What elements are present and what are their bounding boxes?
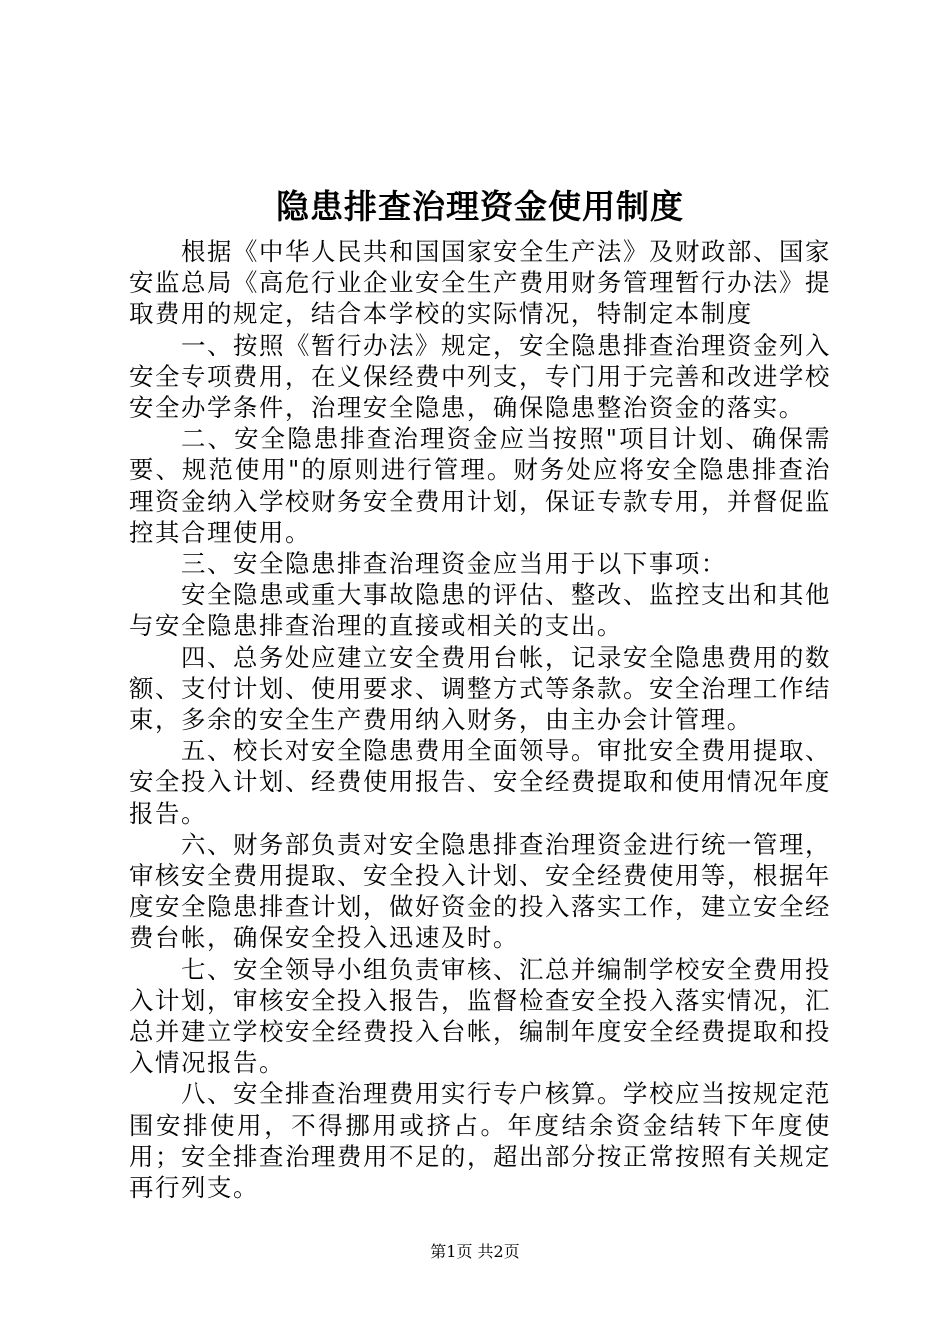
paragraph-item-6: 六、财务部负责对安全隐患排查治理资金进行统一管理，审核安全费用提取、安全投入计划、安全经费使用等，根据年度安全隐患排查计划，做好资金的投入落实工作，建立安全经费台帐，确保安全投入迅速及时。 xyxy=(129,829,831,953)
paragraph-item-8: 八、安全排查治理费用实行专户核算。学校应当按规定范围安排使用，不得挪用或挤占。年度结余资金结转下年度使用；安全排查治理费用不足的，超出部分按正常按照有关规定再行列支。 xyxy=(129,1079,831,1203)
document-body xyxy=(129,236,831,1203)
paragraph-item-7: 七、安全领导小组负责审核、汇总并编制学校安全费用投入计划，审核安全投入报告，监督检查安全投入落实情况，汇总并建立学校安全经费投入台帐，编制年度安全经费提取和投入情况报告。 xyxy=(129,954,831,1078)
paragraph-item-4: 四、总务处应建立安全费用台帐，记录安全隐患费用的数额、支付计划、使用要求、调整方式等条款。安全治理工作结束，多余的安全生产费用纳入财务，由主办会计管理。 xyxy=(129,642,831,735)
page-footer: 第1页 共2页 xyxy=(430,1242,520,1261)
paragraph-item-1: 一、按照《暂行办法》规定，安全隐患排查治理资金列入安全专项费用，在义保经费中列支，专门用于完善和改进学校安全办学条件，治理安全隐患，确保隐患整治资金的落实。 xyxy=(129,330,831,423)
paragraph-item-2: 二、安全隐患排查治理资金应当按照"项目计划、确保需要、规范使用"的原则进行管理。财务处应将安全隐患排查治理资金纳入学校财务安全费用计划，保证专款专用，并督促监控其合理使用。 xyxy=(129,424,831,547)
paragraph-item-3-detail: 安全隐患或重大事故隐患的评估、整改、监控支出和其他与安全隐患排查治理的直接或相关的支出。 xyxy=(129,580,831,641)
paragraph-intro: 根据《中华人民共和国国家安全生产法》及财政部、国家安监总局《高危行业企业安全生产费用财务管理暂行办法》提取费用的规定，结合本学校的实际情况，特制定本制度 xyxy=(129,237,831,329)
paragraph-item-5: 五、校长对安全隐患费用全面领导。审批安全费用提取、安全投入计划、经费使用报告、安全经费提取和使用情况年度报告。 xyxy=(129,736,831,828)
paragraph-item-3: 三、安全隐患排查治理资金应当用于以下事项： xyxy=(181,549,727,579)
document-title: 隐患排查治理资金使用制度 xyxy=(276,187,684,226)
